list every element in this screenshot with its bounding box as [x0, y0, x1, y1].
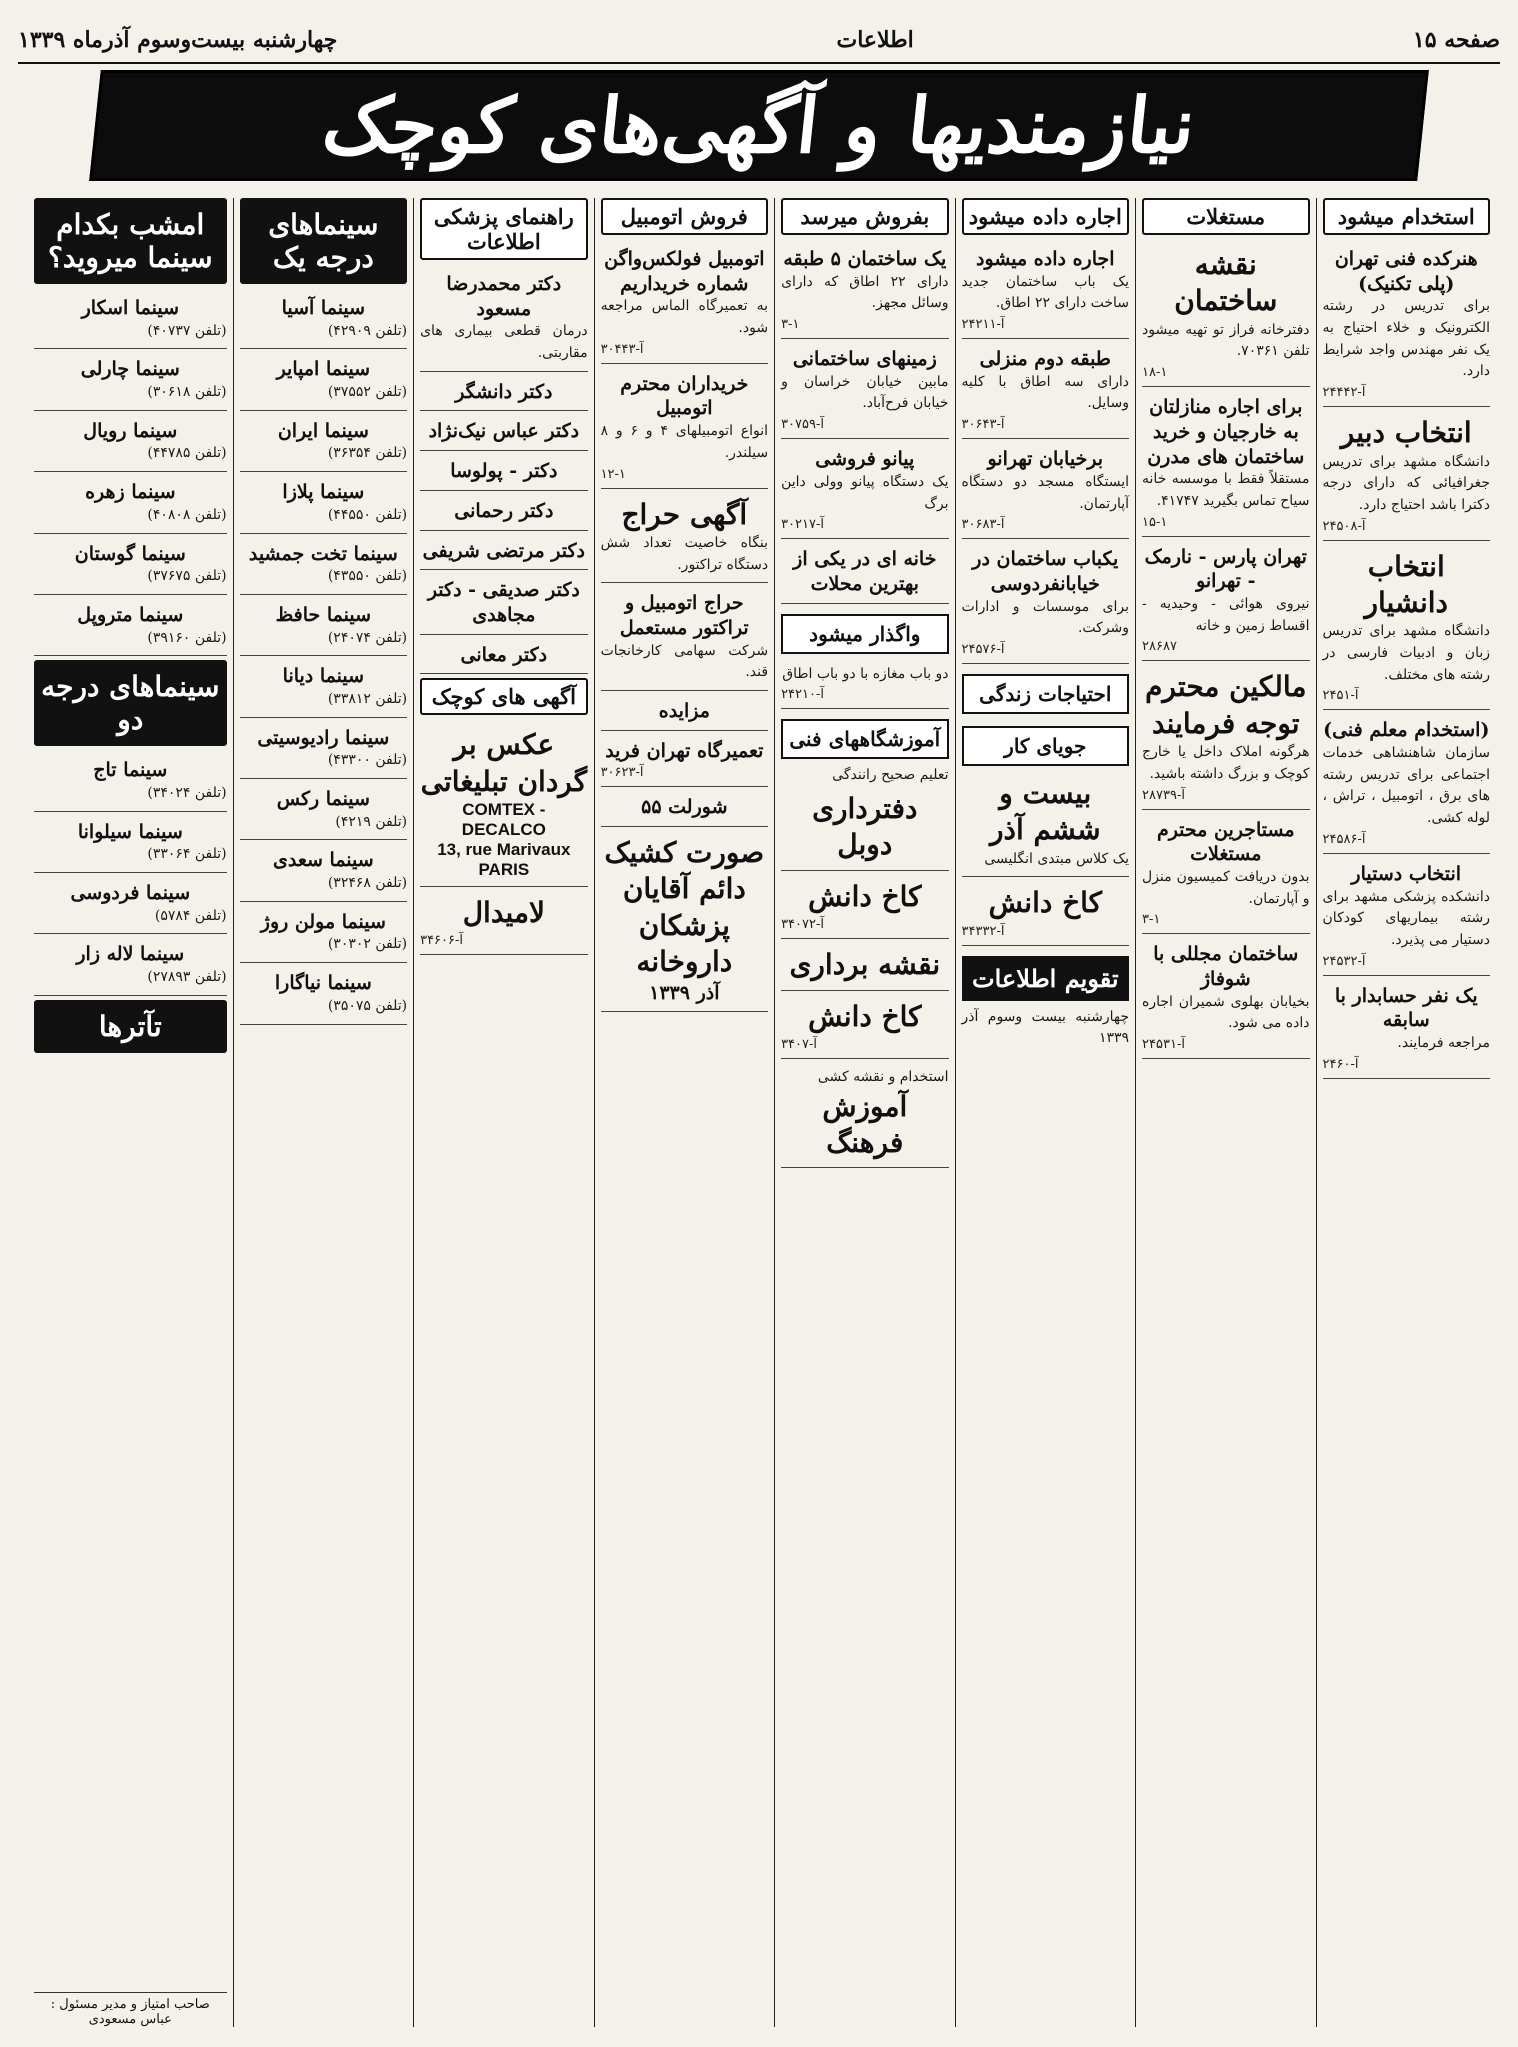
ad-body: (تلفن ۳۶۳۵۴): [327, 445, 408, 462]
ad-body: (تلفن ۴۰۸۰۸): [147, 506, 227, 523]
ad-title: سینما امپایر: [276, 358, 371, 381]
ad-item: [962, 543, 1129, 664]
column-head: استخدام میشود: [1323, 198, 1490, 235]
ad-title: سینما دیانا: [282, 665, 365, 688]
section-box: جویای کار: [962, 726, 1129, 766]
ad-title: کاخ دانش: [808, 879, 922, 913]
publisher-note: صاحب امتیاز و مدیر مسئول : عباس مسعودی: [34, 1992, 227, 2027]
ad-title: نقشه ساختمان: [1174, 248, 1278, 318]
ad-title: سینما رویال: [83, 419, 178, 442]
column-head: امشب بکدام سینما میروید؟: [34, 198, 227, 284]
ad-item: [34, 353, 227, 410]
section-banner: [89, 70, 1429, 181]
ad-title: سینما نیاگارا: [274, 972, 372, 995]
ad-item: [601, 791, 768, 827]
ad-title: سینما مولن روژ: [260, 910, 386, 933]
ad-title: بیست و ششم آذر: [989, 776, 1101, 847]
ad-item: [34, 415, 227, 472]
ad-body: دارای ۲۲ اطاق که دارای وسائل مجهز.: [781, 273, 949, 312]
ad-title: مستاجرین محترم مستغلات: [1156, 818, 1295, 866]
ad-title: سینما چارلی: [80, 358, 180, 381]
ad-item: [240, 783, 407, 840]
ad-title: تعمیرگاه تهران فرید: [605, 739, 764, 762]
ad-title: آذر ۱۳۳۹: [649, 981, 720, 1004]
ad-body: (تلفن ۴۴۵۵۰): [327, 506, 408, 523]
ad-item: [34, 538, 227, 595]
ad-title: ساختمان مجللی با شوفاژ: [1153, 943, 1299, 990]
ad-item: [1142, 665, 1309, 809]
ad-item: [240, 538, 407, 595]
ad-item: [962, 343, 1129, 439]
ad-item: [601, 243, 768, 364]
ad-item: [1142, 243, 1309, 387]
column-for-sale: [774, 198, 954, 2027]
ad-code: آ-۲۴۶۰: [1322, 1056, 1359, 1072]
ad-title: دکتر صدیقی - دکتر مجاهدی: [427, 579, 580, 626]
ad-body: ایستگاه مسجد دو دستگاه آپارتمان.: [961, 473, 1130, 512]
ad-code: آ-۳۰۶۴۳: [961, 417, 1005, 433]
ad-title: لامیدال: [462, 896, 545, 930]
ad-item: [962, 243, 1129, 339]
ad-item: [420, 639, 587, 675]
ad-title: حراج اتومبیل و تراکتور مستعمل: [619, 592, 749, 639]
ad-title: کاخ دانش: [988, 886, 1102, 920]
ad-title: دکتر - پولوسا: [450, 460, 558, 483]
ad-title: برای اجاره منازلتان به خارجیان و خرید ساختمان های مدرن: [1147, 396, 1305, 468]
ad-item: [34, 877, 227, 934]
ad-body: (تلفن ۳۳۸۱۲): [327, 690, 408, 707]
ad-body: (تلفن ۳۷۵۵۲): [327, 384, 408, 401]
ad-item: [962, 881, 1129, 945]
column-for-rent: [955, 198, 1135, 2027]
ad-item: [240, 415, 407, 472]
ad-body: (تلفن ۳۰۶۱۸): [147, 384, 227, 401]
ad-title: سینما تاج: [93, 759, 168, 782]
column-employment: [1316, 198, 1496, 2027]
ad-item: [781, 543, 948, 603]
ad-code: آ-۲۸۷۳۹: [1142, 787, 1185, 803]
column-head: اجاره داده میشود: [962, 198, 1129, 235]
ad-title: دکتر رحمانی: [454, 499, 554, 522]
column-head: فروش اتومبیل: [601, 198, 768, 235]
ad-body: دانشگاه مشهد برای تدریس زبان و ادبیات فارسی در رشته های مختلف.: [1322, 623, 1490, 683]
column-head: سینماهای درجه یک: [240, 198, 407, 284]
ad-code: ۲۸۶۸۷: [1142, 639, 1177, 655]
banner-title: نیازمندیها و آگهی‌های کوچک: [318, 81, 1200, 170]
ad-title: کاخ دانش: [808, 999, 922, 1033]
ad-title: سینما تخت جمشید: [248, 542, 398, 565]
paper-name: اطلاعات: [836, 27, 914, 53]
section-box: واگذار میشود: [781, 614, 948, 654]
ad-item: [601, 587, 768, 691]
ad-body: (تلفن ۲۷۸۹۳): [147, 969, 227, 986]
ad-item: [420, 495, 587, 531]
ad-item: [240, 292, 407, 349]
ad-title: اجاره داده میشود: [976, 248, 1115, 270]
ad-title: دکتر عباس نیک‌نژاد: [428, 420, 580, 443]
ad-item: [601, 493, 768, 584]
column-head: راهنمای پزشکی اطلاعات: [420, 198, 587, 260]
ad-title: آگهی حراج: [621, 497, 748, 531]
calendar-text: چهارشنبه بیست وسوم آذر ۱۳۳۹: [961, 1008, 1130, 1047]
issue-date: چهارشنبه بیست‌وسوم آذرماه ۱۳۳۹: [18, 27, 338, 53]
ad-item: [781, 343, 948, 439]
ad-title: انتخاب دبیر: [1340, 416, 1472, 450]
ad-code: آ-۳۰۲۱۷: [781, 517, 824, 533]
ad-item: [1142, 541, 1309, 662]
ad-title: نقشه برداری: [789, 948, 941, 982]
ad-code: آ-۳۴۳۳۲: [961, 923, 1005, 939]
ad-title: پیانو فروشی: [815, 448, 915, 471]
ad-title: سینما سعدی: [272, 849, 374, 872]
ad-code: آ-۳۰۷۵۹: [781, 417, 824, 433]
ad-item: [420, 535, 587, 571]
ad-title: سینما سیلوانا: [77, 820, 183, 843]
ad-body: مراجعه فرمایند.: [1397, 1034, 1490, 1051]
ad-code: آ-۲۴۵۷۶: [961, 641, 1005, 657]
ad-item: [601, 368, 768, 489]
section-box: احتیاجات زندگی: [962, 674, 1129, 714]
ad-item: [240, 844, 407, 901]
column-cinemas-tonight: [28, 198, 233, 2027]
ad-body: دانشگاه مشهد برای تدریس جغرافیائی که دارای درجه دکترا باشد احتیاج دارد.: [1322, 453, 1490, 513]
ad-item: [601, 831, 768, 1012]
ad-item: [781, 787, 948, 871]
ad-item: [1323, 980, 1490, 1079]
ad-title: تهران پارس - نارمک - تهرانو: [1144, 545, 1307, 593]
ad-title: اتومبیل فولکس‌واگن شماره خریداریم: [604, 248, 765, 295]
ad-title: سینما ایران: [277, 419, 369, 442]
ad-title: مزایده: [658, 700, 710, 723]
ad-title: سینما فردوسی: [70, 882, 191, 904]
ad-body: شرکت سهامی کارخانجات قند.: [600, 642, 769, 681]
ad-code: ۱۸-۱: [1142, 365, 1168, 381]
ad-code: آ-۲۴۵۱: [1322, 688, 1359, 704]
ad-title: عکس بر گردان تبلیغاتی: [420, 728, 588, 798]
ad-title: دکتر مرتضی شریفی: [422, 539, 586, 562]
ad-item: [420, 268, 587, 372]
column-head: مستغلات: [1142, 198, 1309, 235]
ad-code: آ-۲۴۵۸۶: [1322, 831, 1366, 847]
ad-body: (تلفن ۴۲۹۰۹): [327, 322, 408, 339]
ad-item: [1142, 391, 1309, 536]
ad-title: دکتر محمدرضا مسعود: [446, 273, 562, 320]
ad-code: آ-۳۴۰۷۲: [781, 917, 824, 933]
ad-item: [1142, 814, 1309, 935]
comtex-line: COMTEX - DECALCO: [461, 800, 546, 840]
ad-code: ۱۲-۱: [600, 466, 626, 482]
ad-body: تعلیم صحیح رانندگی: [832, 767, 949, 784]
ad-body: (تلفن ۴۴۷۸۵): [147, 445, 227, 462]
ad-code: آ-۲۴۵۳۱: [1142, 1037, 1185, 1052]
ad-item: [781, 243, 948, 339]
ad-code: آ-۳۴۶۰۶: [420, 933, 464, 949]
ad-item: [781, 943, 948, 990]
ad-title: سینما پلازا: [282, 481, 365, 504]
page-header: [18, 18, 1500, 64]
ad-body: دفترخانه فراز تو تهیه میشود تلفن ۷۰۳۶۱.: [1142, 321, 1310, 360]
page-number: صفحه ۱۵: [1412, 27, 1500, 53]
ad-body: دو باب مغازه با دو باب اطاق: [782, 665, 949, 682]
ad-item: [34, 599, 227, 656]
ad-item: [420, 415, 587, 451]
ad-body: برای تدریس در رشته الکترونیک و خلاء احتیاج به یک نفر مهندس واجد شرایط دارد.: [1322, 298, 1490, 380]
column-real-estate: [1135, 198, 1315, 2027]
ad-title: زمینهای ساختمانی: [792, 348, 937, 371]
ad-item: [420, 455, 587, 491]
ad-body: (تلفن ۴۳۵۵۰): [327, 568, 408, 585]
ad-item: [781, 995, 948, 1059]
ad-title: برخیابان تهرانو: [987, 448, 1104, 471]
ad-item: [34, 816, 227, 873]
ad-title: انتخاب دانشیار: [1364, 549, 1449, 619]
ad-body: مستقلاً فقط با موسسه خانه سیاح تماس بگیرید ۴۱۷۴۷.: [1142, 471, 1310, 509]
ad-title: هنرکده فنی تهران (پلی تکنیک): [1334, 248, 1478, 295]
ad-title: آموزش فرهنگ: [822, 1089, 908, 1159]
ad-title: سینما آسیا: [281, 297, 366, 319]
ad-body: استخدام و نقشه کشی: [817, 1068, 949, 1085]
ad-title: خانه ای در یکی از بهترین محلات: [793, 548, 937, 595]
ad-title: صورت کشیک دائم آقایان پزشکان داروخانه: [604, 836, 765, 979]
calendar-box: تقویم اطلاعات: [962, 956, 1129, 1001]
ad-body: یک کلاس مبتدی انگلیسی: [984, 850, 1130, 867]
ad-body: (تلفن ۲۴۰۷۴): [327, 629, 408, 646]
ad-body: (تلفن ۴۰۷۳۷): [147, 322, 227, 339]
ad-title: (استخدام معلم فنی): [1323, 719, 1490, 742]
ad-item: [420, 891, 587, 955]
ad-item: [34, 938, 227, 995]
ad-item: [781, 660, 948, 710]
ad-item: [420, 723, 587, 887]
column-medical-guide: [413, 198, 593, 2027]
ad-body: یک دستگاه پیانو وولی داین برگ: [781, 473, 949, 512]
ad-item: [240, 599, 407, 656]
ad-item: [1323, 545, 1490, 711]
ad-body: به تعمیرگاه الماس مراجعه شود.: [600, 298, 769, 337]
ad-code: ۳-۱: [1142, 912, 1161, 928]
ad-body: (تلفن ۵۷۸۴): [154, 907, 227, 924]
ad-item: [962, 443, 1129, 539]
ad-item: [240, 722, 407, 779]
ad-item: [420, 574, 587, 634]
ad-title: سینما اسکار: [81, 297, 180, 319]
ad-title: دفترداری دوبل: [812, 791, 918, 862]
ad-body: یک باب ساختمان جدید ساخت دارای ۲۲ اطاق.: [961, 273, 1130, 312]
ad-body: (تلفن ۳۷۶۷۵): [147, 568, 227, 585]
ad-body: درمان قطعی بیماری های مقاربتی.: [420, 323, 588, 362]
ad-item: [240, 967, 407, 1024]
column-head: بفروش میرسد: [781, 198, 948, 235]
ad-body: (تلفن ۴۲۱۹): [335, 813, 408, 830]
ad-item: [34, 292, 227, 349]
ad-body: دارای سه اطاق با کلیه وسایل.: [961, 373, 1130, 412]
ad-code: آ-۲۴۵۰۸: [1322, 518, 1366, 534]
ad-item: [962, 772, 1129, 877]
ad-code: آ-۳۰۶۸۳: [961, 517, 1005, 533]
ad-item: [781, 443, 948, 539]
ad-item: [601, 735, 768, 788]
ad-title: دکتر دانشگر: [455, 380, 553, 403]
theaters-head: تآترها: [34, 1000, 227, 1053]
column-cinemas-first: [233, 198, 413, 2027]
ad-title: خریداران محترم اتومبیل: [620, 372, 749, 420]
ad-body: (تلفن ۳۰۳۰۲): [327, 936, 408, 953]
ad-code: ۱۵-۱: [1142, 514, 1168, 530]
ad-title: سینما رادیوسیتی: [257, 726, 390, 749]
ad-body: (تلفن ۳۵۰۷۵): [327, 997, 408, 1014]
ad-body: مابین خیابان خراسان و خیابان فرح‌آباد.: [781, 373, 949, 412]
ad-code: آ-۲۴۲۱۰: [781, 687, 824, 703]
ad-item: [1323, 858, 1490, 976]
ad-body: بنگاه خاصیت تعداد شش دستگاه تراکتور.: [600, 534, 769, 573]
ad-item: [240, 353, 407, 410]
ad-body: (تلفن ۳۹۱۶۰): [147, 629, 227, 646]
second-run-head: سینماهای درجه دو: [34, 660, 227, 746]
section-box: آموزشگاههای فنی: [781, 719, 948, 759]
ad-item: [34, 476, 227, 533]
ad-title: انتخاب دستیار: [1351, 862, 1462, 885]
ad-title: دکتر معانی: [460, 643, 548, 666]
comtex-address: 13, rue Marivaux PARIS: [437, 840, 571, 880]
ad-item: [1323, 411, 1490, 540]
ad-title: مالکین محترم توجه فرمایند: [1145, 670, 1307, 740]
ad-title: یک نفر حسابدار با سابقه: [1334, 984, 1478, 1032]
ad-title: سینما لاله زار: [76, 943, 185, 966]
ad-body: برای موسسات و ادارات وشرکت.: [961, 598, 1130, 637]
ad-body: (تلفن ۴۳۳۰۰): [327, 752, 408, 769]
ad-body: نیروی هوائی - وحیدیه - اقساط زمین و خانه: [1142, 595, 1310, 634]
ad-body: انواع اتومبیلهای ۴ و ۶ و ۸ سیلندر.: [600, 423, 769, 461]
ad-item: [420, 376, 587, 412]
ad-title: سینما متروپل: [77, 603, 184, 626]
ad-body: هرگونه املاک داخل یا خارج کوچک و بزرگ داشته باشید.: [1142, 744, 1310, 782]
ad-code: آ-۲۴۴۴۲: [1322, 385, 1366, 401]
ad-item: [781, 875, 948, 939]
ad-title: سینما رکس: [276, 788, 370, 810]
ad-item: [240, 660, 407, 717]
ad-title: شورلت ۵۵: [641, 796, 728, 819]
ad-body: (تلفن ۳۲۴۶۸): [327, 875, 408, 892]
ad-code: آ-۲۴۵۳۲: [1322, 953, 1366, 969]
ad-body: (تلفن ۳۴۰۲۴): [147, 784, 227, 801]
ad-title: سینما زهره: [85, 481, 176, 504]
ad-code: آ-۲۴۲۱۱: [961, 317, 1005, 333]
ad-body: بخیابان بهلوی شمیران اجاره داده می شود.: [1142, 993, 1310, 1032]
ad-title: سینما گوستان: [74, 542, 186, 565]
ad-code: آ-۳۰۴۴۳: [600, 341, 644, 357]
ad-columns: [28, 198, 1496, 2027]
ad-body: دانشکده پزشکی مشهد برای رشته بیماریهای کودکان دستیار می پذیرد.: [1322, 888, 1490, 948]
ad-code: ۳-۱: [781, 317, 800, 333]
small-ads-head: آگهی های کوچک: [420, 678, 587, 715]
ad-item: [34, 754, 227, 811]
ad-title: سینما حافظ: [275, 603, 372, 626]
ad-body: (تلفن ۳۳۰۶۴): [147, 846, 227, 863]
ad-code: آ-۳۰۶۲۳: [600, 765, 644, 781]
ad-code: آ-۳۴۰۷: [781, 1036, 818, 1052]
ad-title: یکباب ساختمان در خیابانفردوسی: [972, 548, 1119, 595]
ad-body: سازمان شاهنشاهی خدمات اجتماعی برای تدریس رشته های برق ، اتومبیل ، تراش ، لوله کشی.: [1322, 745, 1490, 827]
ad-body: بدون دریافت کمیسیون منزل و آپارتمان.: [1142, 868, 1310, 907]
ad-item: [601, 695, 768, 731]
ad-title: یک ساختمان ۵ طبقه: [783, 248, 947, 270]
ad-item: [1323, 243, 1490, 407]
ad-item: [1142, 938, 1309, 1059]
ad-item: [1323, 714, 1490, 853]
ad-item: [240, 476, 407, 533]
ad-item: [240, 906, 407, 963]
ad-title: طبقه دوم منزلی: [979, 348, 1111, 371]
column-cars: [594, 198, 774, 2027]
ad-item: [781, 1063, 948, 1168]
